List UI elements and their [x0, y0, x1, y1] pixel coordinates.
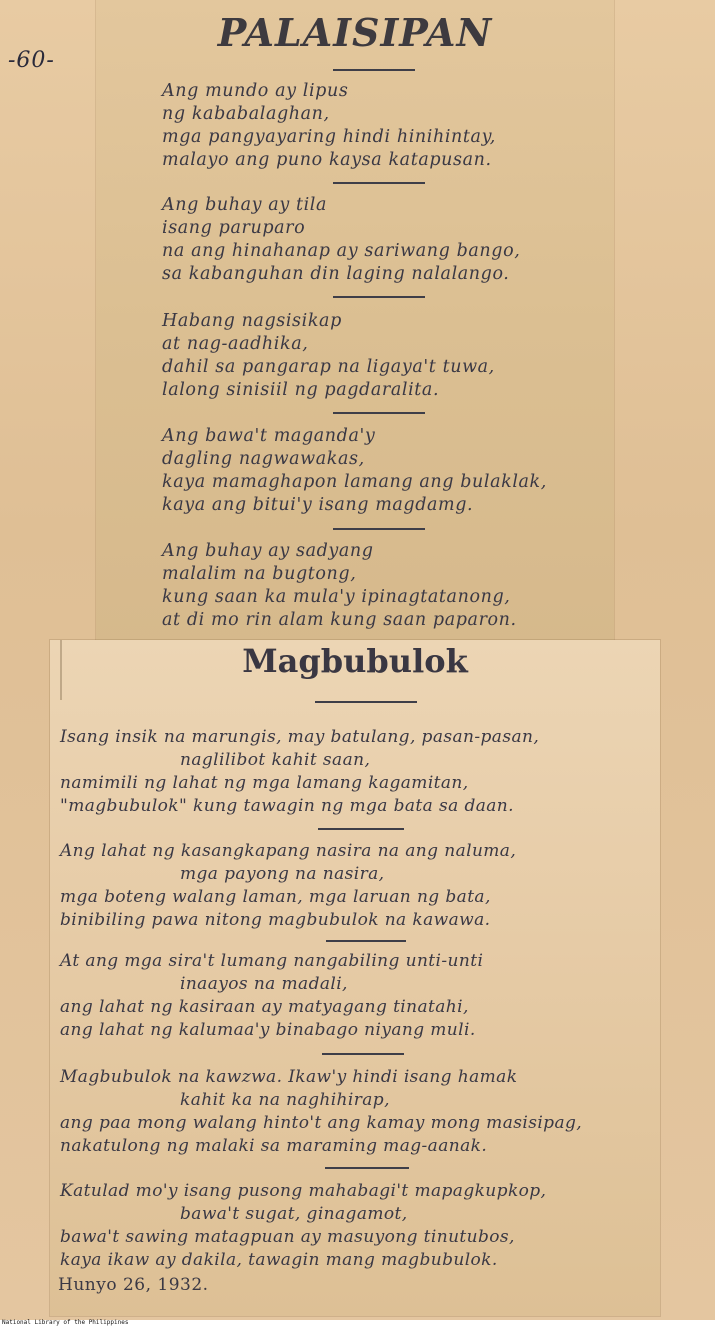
poem-line: ang paa mong walang hinto't ang kamay mong masisipag,: [60, 1113, 583, 1133]
poem1-stanza-5: [162, 540, 612, 632]
poem-line: malayo ang puno kaysa katapusan.: [162, 150, 492, 170]
poem-line: Habang nagsisikap: [162, 311, 342, 331]
poem-line: nakatulong ng malaki sa maraming mag-aanak.: [60, 1136, 488, 1156]
poem-line: at nag-aadhika,: [162, 334, 309, 354]
footer-credit: National Library of the Philippines: [2, 1319, 129, 1326]
divider: [325, 1167, 409, 1169]
poem-line: Ang buhay ay tila: [162, 195, 328, 215]
poem-line: Ang mundo ay lipus: [162, 81, 349, 101]
poem2-stanza-1: [60, 726, 660, 818]
poem2-stanza-2: [60, 840, 660, 932]
poem1-title: PALAISIPAN: [217, 10, 493, 55]
divider: [318, 828, 404, 830]
poem1-stanza-2: [162, 194, 612, 286]
poem-line: na ang hinahanap ay sariwang bango,: [162, 241, 521, 261]
poem-line: mga boteng walang laman, mga laruan ng bata,: [60, 887, 491, 907]
poem-line: lalong sinisiil ng pagdaralita.: [162, 380, 440, 400]
poem-line: naglilibot kahit saan,: [180, 750, 371, 770]
poem2-title: Magbubulok: [242, 642, 468, 680]
divider: [333, 412, 425, 414]
poem-line: ang lahat ng kasiraan ay matyagang tinatahi,: [60, 997, 469, 1017]
divider: [315, 701, 417, 703]
page-number: -60-: [8, 48, 55, 73]
poem2-stanza-4: [60, 1066, 660, 1158]
poem-line: kung saan ka mula'y ipinagtatanong,: [162, 587, 511, 607]
poem-line: "magbubulok" kung tawagin ng mga bata sa daan.: [60, 796, 514, 816]
poem-line: sa kabanguhan din laging nalalango.: [162, 264, 510, 284]
poem-line: Magbubulok na kawzwa. Ikaw'y hindi isang hamak: [60, 1067, 518, 1087]
poem-line: Isang insik na marungis, may batulang, pasan-pasan,: [60, 727, 540, 747]
poem-line: malalim na bugtong,: [162, 564, 357, 584]
poem-line: ang lahat ng kalumaa'y binabago niyang muli.: [60, 1020, 476, 1040]
poem-line: At ang mga sira't lumang nangabiling unti-unti: [60, 951, 484, 971]
poem2-stanza-3: [60, 950, 660, 1042]
poem1-stanza-4: [162, 425, 612, 517]
poem-line: dahil sa pangarap na ligaya't tuwa,: [162, 357, 495, 377]
footer-bar: [0, 1320, 715, 1328]
poem-line: kahit ka na naghihirap,: [180, 1090, 390, 1110]
poem-line: dagling nagwawakas,: [162, 449, 365, 469]
poem-line: Ang lahat ng kasangkapang nasira na ang naluma,: [60, 841, 517, 861]
poem-line: kaya ikaw ay dakila, tawagin mang magbubulok.: [60, 1250, 498, 1270]
divider: [333, 528, 425, 530]
poem-line: Ang buhay ay sadyang: [162, 541, 374, 561]
divider: [322, 1053, 404, 1055]
poem-line: kaya mamaghapon lamang ang bulaklak,: [162, 472, 547, 492]
poem-line: Katulad mo'y isang pusong mahabagi't mapagkupkop,: [60, 1181, 547, 1201]
poem2-stanza-5: [60, 1180, 660, 1272]
poem-line: bawa't sawing matagpuan ay masuyong tinutubos,: [60, 1227, 515, 1247]
poem-line: binibiling pawa nitong magbubulok na kawawa.: [60, 910, 491, 930]
poem1-stanza-1: [162, 80, 612, 172]
poem-line: at di mo rin alam kung saan paparon.: [162, 610, 517, 630]
divider: [326, 940, 406, 942]
poem-line: inaayos na madali,: [180, 974, 348, 994]
poem-line: ng kababalaghan,: [162, 104, 330, 124]
divider: [333, 296, 425, 298]
divider: [333, 182, 425, 184]
divider: [333, 69, 415, 71]
poem-line: Ang bawa't maganda'y: [162, 426, 376, 446]
poem-line: bawa't sugat, ginagamot,: [180, 1204, 408, 1224]
poem2-date: Hunyo 26, 1932.: [58, 1275, 209, 1295]
poem1-stanza-3: [162, 310, 612, 402]
poem-line: isang paruparo: [162, 218, 306, 238]
poem-line: mga pangyayaring hindi hinihintay,: [162, 127, 496, 147]
poem-line: kaya ang bitui'y isang magdamg.: [162, 495, 474, 515]
poem-line: mga payong na nasira,: [180, 864, 385, 884]
poem-line: namimili ng lahat ng mga lamang kagamitan,: [60, 773, 469, 793]
